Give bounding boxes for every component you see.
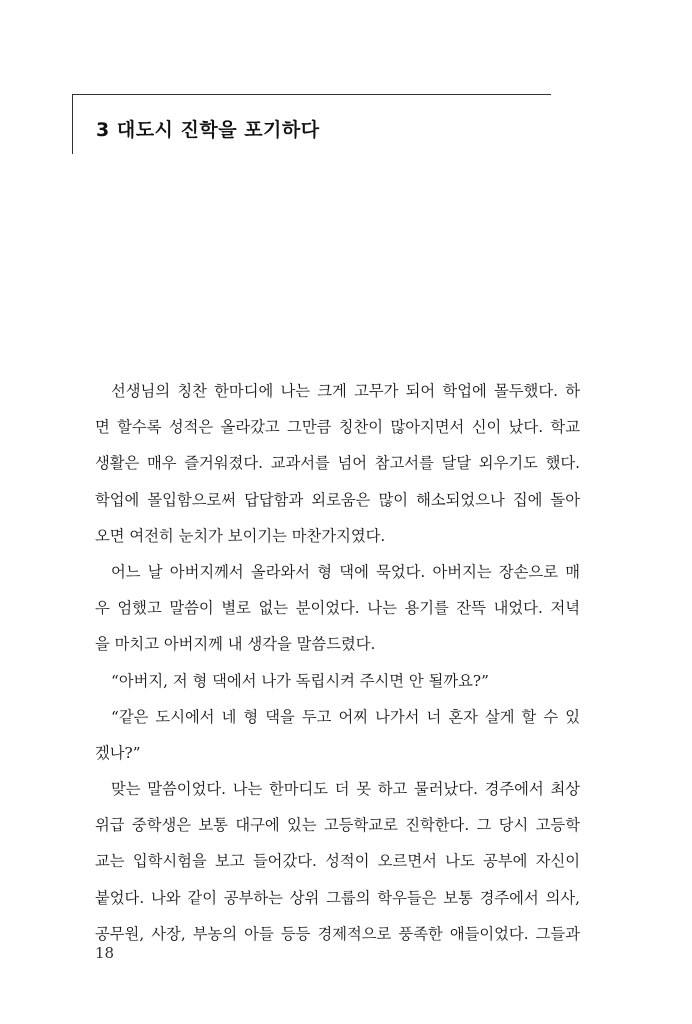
text-line: 우 엄했고 말씀이 별로 없는 분이었다. 나는 용기를 잔뜩 내었다. 저녁 [95,599,580,618]
chapter-title: 3 대도시 진학을 포기하다 [96,119,320,141]
text-line: 어느 날 아버지께서 올라와서 형 댁에 묵었다. 아버지는 장손으로 매 [111,562,580,581]
chapter-header-left-rule [72,94,73,154]
text-line: 오면 여전히 눈치가 보이기는 마찬가지였다. [95,526,386,545]
text-line: “아버지, 저 형 댁에서 나가 독립시켜 주시면 안 될까요?” [111,671,489,690]
text-line: 생활은 매우 즐거워졌다. 교과서를 넘어 참고서를 달달 외우기도 했다. [95,454,580,473]
text-line: 맞는 말씀이었다. 나는 한마디도 더 못 하고 물러났다. 경주에서 최상 [111,780,580,799]
text-line: 을 마치고 아버지께 내 생각을 말씀드렸다. [95,635,376,654]
text-line: “같은 도시에서 네 형 댁을 두고 어찌 나가서 너 혼자 살게 할 수 있 [111,707,580,726]
text-line: 선생님의 칭찬 한마디에 나는 크게 고무가 되어 학업에 몰두했다. 하 [111,382,580,400]
page-number: 18 [95,944,115,962]
text-line: 붙었다. 나와 같이 공부하는 상위 그룹의 학우들은 보통 경주에서 의사, [95,888,580,907]
chapter-header-top-rule [72,94,551,95]
text-line: 교는 입학시험을 보고 들어갔다. 성적이 오르면서 나도 공부에 자신이 [95,852,580,871]
text-line: 겠나?” [95,743,141,762]
body-text [95,373,580,952]
text-line: 면 할수록 성적은 올라갔고 그만큼 칭찬이 많아지면서 신이 났다. 학교 [95,418,580,437]
text-line: 공무원, 사장, 부농의 아들 등등 경제적으로 풍족한 애들이었다. 그들과 [95,924,580,943]
text-line: 학업에 몰입함으로써 답답함과 외로움은 많이 해소되었으나 집에 돌아 [95,490,580,509]
text-line: 위급 중학생은 보통 대구에 있는 고등학교로 진학한다. 그 당시 고등학 [95,816,580,835]
